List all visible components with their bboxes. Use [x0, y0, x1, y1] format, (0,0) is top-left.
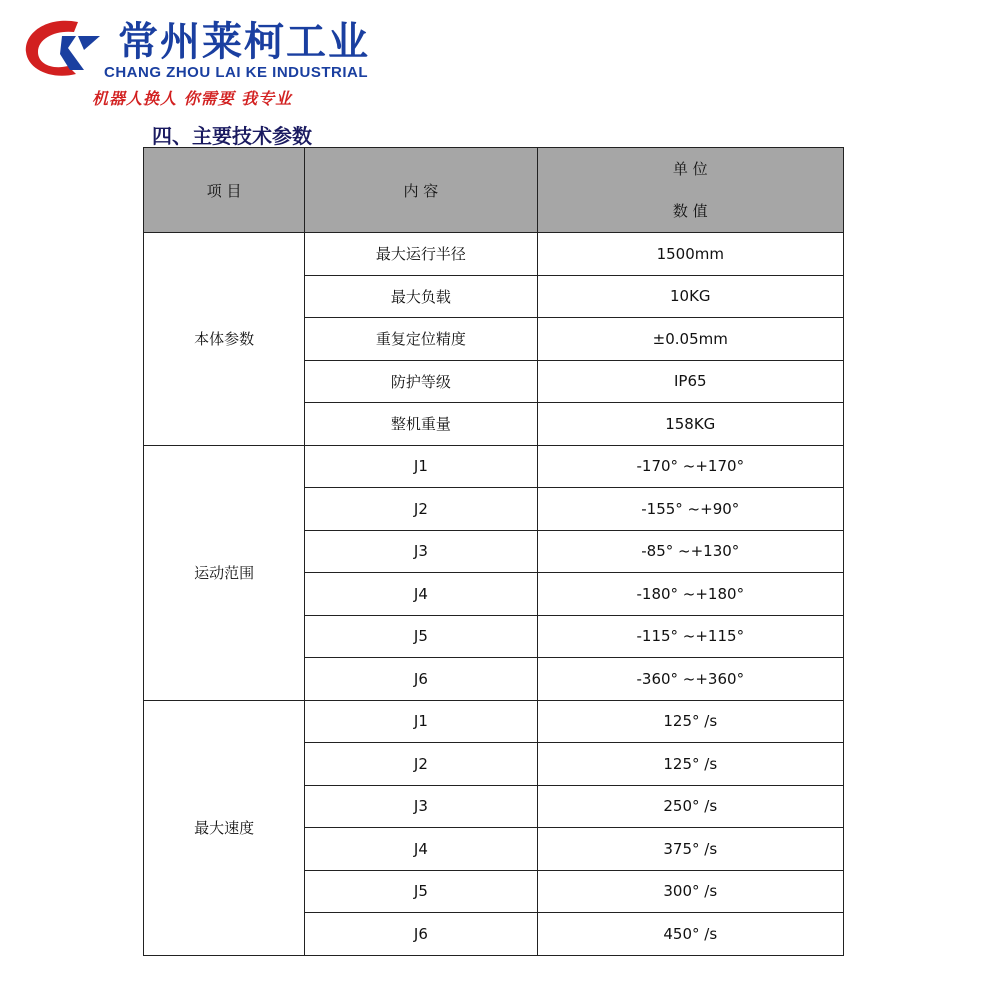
row-content: J4 — [305, 828, 537, 871]
group-name: 最大速度 — [144, 700, 305, 955]
table-header-row — [144, 148, 844, 233]
header-unit-value — [537, 148, 843, 233]
row-content: 整机重量 — [305, 403, 537, 446]
row-value: -85° ~+130° — [537, 530, 843, 573]
row-value: IP65 — [537, 360, 843, 403]
company-name-cn: 常州莱柯工业 — [118, 19, 370, 65]
company-name-en: CHANG ZHOU LAI KE INDUSTRIAL — [104, 64, 368, 81]
table-row — [144, 445, 844, 488]
company-slogan: 机器人换人 你需要 我专业 — [92, 89, 293, 108]
row-content: J6 — [305, 913, 537, 956]
group-name: 运动范围 — [144, 445, 305, 700]
row-value: 1500mm — [537, 233, 843, 276]
row-content: J3 — [305, 530, 537, 573]
row-value: 300° /s — [537, 870, 843, 913]
row-value: 125° /s — [537, 743, 843, 786]
row-content: 防护等级 — [305, 360, 537, 403]
row-content: J3 — [305, 785, 537, 828]
row-value: 10KG — [537, 275, 843, 318]
page-header — [0, 0, 1000, 120]
row-value: 158KG — [537, 403, 843, 446]
header-value: 数 值 — [672, 202, 708, 220]
table-row — [144, 700, 844, 743]
row-value: -180° ~+180° — [537, 573, 843, 616]
row-content: J2 — [305, 488, 537, 531]
row-content: J5 — [305, 615, 537, 658]
row-value: -170° ~+170° — [537, 445, 843, 488]
header-item: 项 目 — [144, 148, 305, 233]
row-value: -360° ~+360° — [537, 658, 843, 701]
row-value: 125° /s — [537, 700, 843, 743]
company-logo-icon — [18, 14, 118, 84]
row-content: J2 — [305, 743, 537, 786]
row-value: -155° ~+90° — [537, 488, 843, 531]
row-content: 最大运行半径 — [305, 233, 537, 276]
row-content: J1 — [305, 700, 537, 743]
header-unit: 单 位 — [672, 160, 708, 178]
row-value: 375° /s — [537, 828, 843, 871]
row-content: 重复定位精度 — [305, 318, 537, 361]
row-value: -115° ~+115° — [537, 615, 843, 658]
row-content: J4 — [305, 573, 537, 616]
table-row — [144, 233, 844, 276]
row-content: J5 — [305, 870, 537, 913]
spec-table — [143, 147, 844, 956]
header-content: 内 容 — [305, 148, 537, 233]
group-name: 本体参数 — [144, 233, 305, 446]
row-value: 450° /s — [537, 913, 843, 956]
row-value: 250° /s — [537, 785, 843, 828]
row-content: 最大负载 — [305, 275, 537, 318]
row-value: ±0.05mm — [537, 318, 843, 361]
row-content: J1 — [305, 445, 537, 488]
row-content: J6 — [305, 658, 537, 701]
section-title: 四、主要技术参数 — [152, 124, 312, 148]
